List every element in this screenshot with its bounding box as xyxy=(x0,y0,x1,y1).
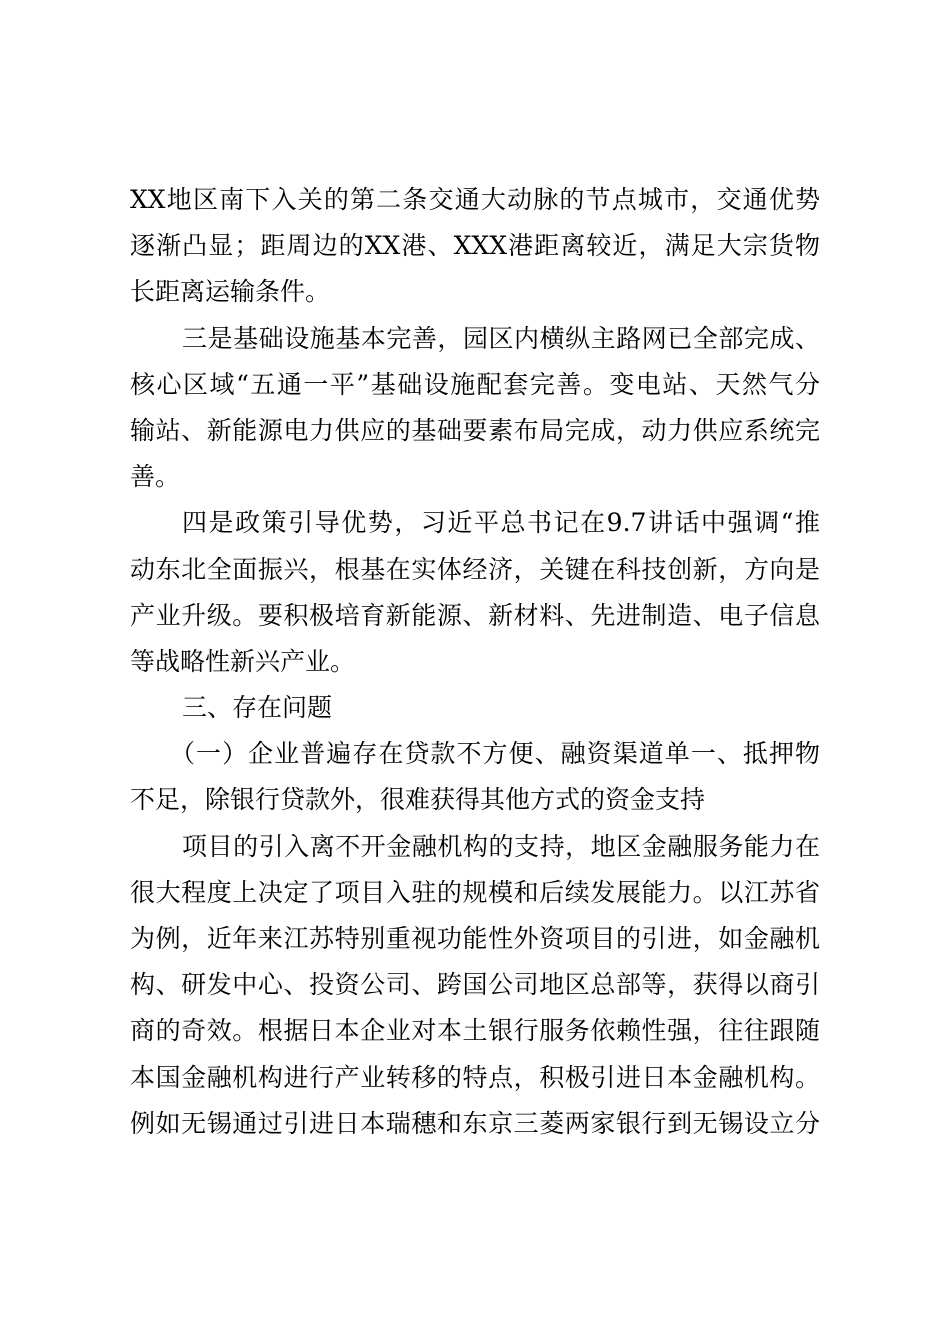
text-line: 逐渐凸显；距周边的XX港、XXX港距离较近，满足大宗货物 xyxy=(130,231,820,261)
text-line: 四是政策引导优势，习近平总书记在9.7讲话中强调“推 xyxy=(182,508,820,538)
paragraph xyxy=(130,177,820,316)
text-line: 商的奇效。根据日本企业对本土银行服务依赖性强，往往跟随 xyxy=(130,1016,820,1046)
text-line: 项目的引入离不开金融机构的支持，地区金融服务能力在 xyxy=(182,831,820,861)
text-line: XX地区南下入关的第二条交通大动脉的节点城市，交通优势 xyxy=(130,185,820,214)
text-line: 长距离运输条件。 xyxy=(130,277,331,307)
text-line: 很大程度上决定了项目入驻的规模和后续发展能力。以江苏省 xyxy=(130,877,820,907)
text-line: 不足，除银行贷款外，很难获得其他方式的资金支持 xyxy=(130,785,706,815)
subsection-heading xyxy=(130,731,820,823)
paragraph xyxy=(130,316,820,501)
document-page xyxy=(130,177,820,1147)
text-line: 核心区域“五通一平”基础设施配套完善。变电站、天然气分 xyxy=(130,369,820,399)
section-heading xyxy=(130,685,820,731)
text-line: 输站、新能源电力供应的基础要素布局完成，动力供应系统完 xyxy=(130,415,820,445)
text-line: 善。 xyxy=(130,462,181,492)
text-line: 本国金融机构进行产业转移的特点，积极引进日本金融机构。 xyxy=(130,1062,820,1092)
text-line: 三、存在问题 xyxy=(182,693,333,723)
text-line: 动东北全面振兴，根基在实体经济，关键在科技创新，方向是 xyxy=(130,554,820,584)
paragraph xyxy=(130,824,820,1147)
text-line: 例如无锡通过引进日本瑞穗和东京三菱两家银行到无锡设立分 xyxy=(130,1108,820,1138)
text-line: （一）企业普遍存在贷款不方便、融资渠道单一、抵押物 xyxy=(170,739,820,769)
text-line: 为例，近年来江苏特别重视功能性外资项目的引进，如金融机 xyxy=(130,924,820,953)
text-line: 三是基础设施基本完善，园区内横纵主路网已全部完成、 xyxy=(182,323,820,353)
text-line: 等战略性新兴产业。 xyxy=(130,646,356,676)
paragraph xyxy=(130,500,820,685)
text-line: 构、研发中心、投资公司、跨国公司地区总部等，获得以商引 xyxy=(130,970,820,1000)
text-line: 产业升级。要积极培育新能源、新材料、先进制造、电子信息 xyxy=(130,600,820,630)
